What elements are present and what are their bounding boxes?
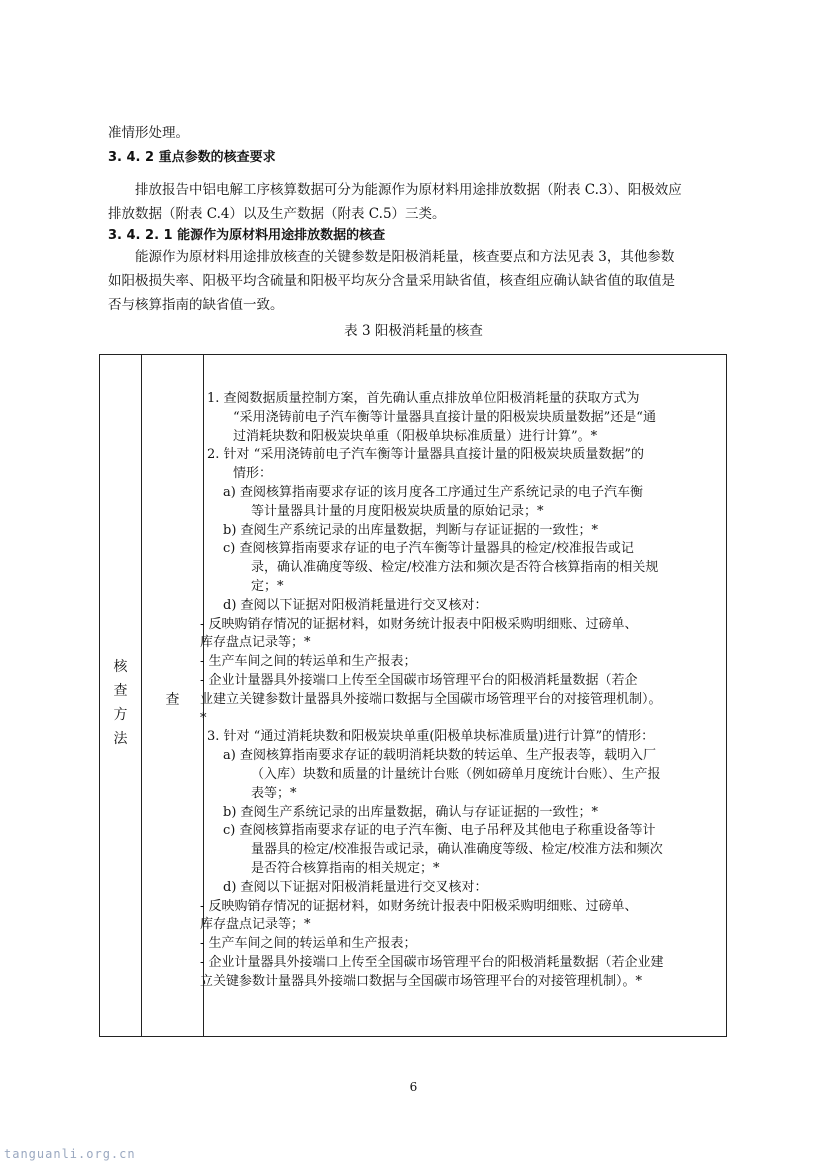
page-number: 6 [409,1080,418,1094]
table-content-line: 库存盘点记录等；* [200,917,311,933]
watermark: tanguanli.org.cn [4,1147,136,1161]
paragraph-1-line: 排放数据（附表 C.4）以及生产数据（附表 C.5）三类。 [108,206,446,222]
row-header-char: 核 [113,659,128,675]
table-content-line: 2. 针对 “采用浇铸前电子汽车衡等计量器具直接计量的阳极炭块质量数据”的 [207,447,644,463]
table-content-line: 3. 针对 “通过消耗块数和阳极炭块单重(阳极单块标准质量)进行计算”的情形： [207,729,655,745]
table-content-line: 1. 查阅数据质量控制方案，首先确认重点排放单位阳极消耗量的获取方式为 [207,391,640,406]
section-heading-3-4-2-1: 3. 4. 2. 1 能源作为原材料用途排放数据的核查 [108,228,386,243]
check-table [99,354,727,1037]
table-content-line: 立关键参数计量器具外接端口数据与全国碳市场管理平台的对接管理机制）。* [200,973,643,989]
section-heading-3-4-2: 3. 4. 2 重点参数的核查要求 [108,150,276,165]
column-header-check: 查 [165,692,180,708]
table-content-line: 业建立关键参数计量器具外接端口数据与全国碳市场管理平台的对接管理机制）。 [200,691,662,707]
paragraph-2-line: 如阳极损失率、阳极平均含硫量和阳极平均灰分含量采用缺省值，核查组应确认缺省值的取值是 [108,273,675,289]
paragraph-1-line: 排放报告中铝电解工序核算数据可分为能源作为原材料用途排放数据（附表 C.3）、阳极效应 [135,182,682,198]
row-header-char: 查 [113,683,128,699]
table-content-line: 录，确认准确度等级、检定/校准方法和频次是否符合核算指南的相关规 [251,560,659,576]
table-content-line: * [200,710,207,726]
row-header-char: 方 [113,707,128,723]
table-content-line: 情形： [233,466,273,482]
table-content-line: 表等；* [251,785,297,801]
table-caption: 表 3 阳极消耗量的核查 [344,323,483,339]
table-content-line: “采用浇铸前电子汽车衡等计量器具直接计量的阳极炭块质量数据”还是“通 [233,409,656,425]
row-header-check-method [100,655,141,751]
table-content-line: - 反映购销存情况的证据材料，如财务统计报表中阳极采购明细账、过磅单、 [200,898,638,914]
table-content-line: a) 查阅核算指南要求存证的该月度各工序通过生产系统记录的电子汽车衡 [223,484,643,500]
body-text-line: 准情形处理。 [108,125,189,141]
paragraph-2 [108,245,720,317]
table-content [200,390,723,992]
table-content-line: - 生产车间之间的转运单和生产报表； [200,936,417,952]
table-content-line: 定；* [251,578,284,594]
row-header-char: 法 [113,731,128,747]
table-content-line: a) 查阅核算指南要求存证的载明消耗块数的转运单、生产报表等，载明入厂 [223,748,656,764]
paragraph-1 [108,178,682,226]
table-content-line: - 企业计量器具外接端口上传至全国碳市场管理平台的阳极消耗量数据（若企 [200,672,638,688]
table-content-line: 库存盘点记录等；* [200,635,311,651]
table-content-line: d) 查阅以下证据对阳极消耗量进行交叉核对： [223,879,488,895]
table-content-line: - 反映购销存情况的证据材料，如财务统计报表中阳极采购明细账、过磅单、 [200,616,638,632]
paragraph-2-line: 能源作为原材料用途排放核查的关键参数是阳极消耗量，核查要点和方法见表 3，其他参数 [135,249,675,265]
table-content-line: 量器具的检定/校准报告或记录，确认准确度等级、检定/校准方法和频次 [251,842,663,858]
table-content-line: 过消耗块数和阳极炭块单重（阳极单块标准质量）进行计算”。* [233,428,598,444]
table-content-line: b) 查阅生产系统记录的出库量数据，判断与存证证据的一致性；* [223,522,599,538]
table-content-line: 是否符合核算指南的相关规定；* [251,860,440,876]
table-content-line: c) 查阅核算指南要求存证的电子汽车衡、电子吊秤及其他电子称重设备等计 [223,823,656,839]
table-content-line: （入库）块数和质量的计量统计台账（例如磅单月度统计台账）、生产报 [251,766,661,782]
table-content-line: b) 查阅生产系统记录的出库量数据，确认与存证证据的一致性；* [223,804,599,820]
table-content-line: - 生产车间之间的转运单和生产报表； [200,654,417,670]
paragraph-2-line: 否与核算指南的缺省值一致。 [108,297,284,313]
table-content-line: d) 查阅以下证据对阳极消耗量进行交叉核对： [223,597,488,613]
table-content-line: c) 查阅核算指南要求存证的电子汽车衡等计量器具的检定/校准报告或记 [223,541,634,557]
table-content-line: - 企业计量器具外接端口上传至全国碳市场管理平台的阳极消耗量数据（若企业建 [200,954,664,970]
table-content-line: 等计量器具计量的月度阳极炭块质量的原始记录；* [251,503,544,519]
